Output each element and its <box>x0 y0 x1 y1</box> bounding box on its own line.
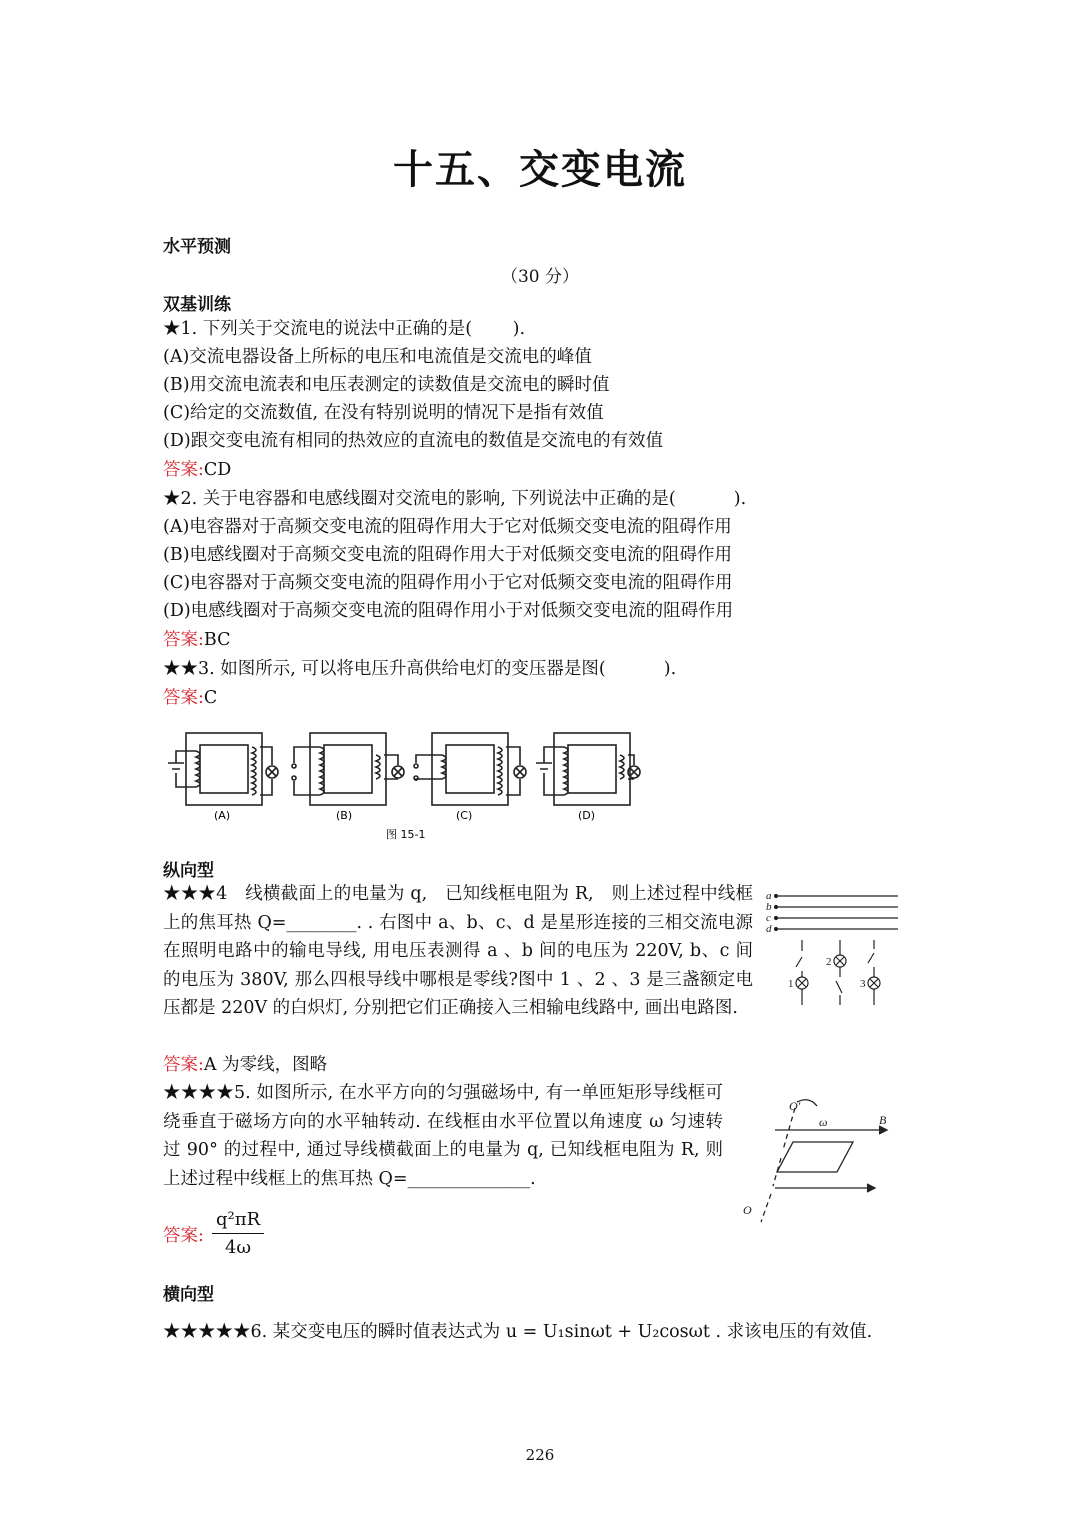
q2-option-d: (D)电感线圈对于高频交变电流的阻碍作用小于对低频交变电流的阻碍作用 <box>163 601 734 621</box>
q2-stem: ★2. 关于电容器和电感线圈对交流电的影响, 下列说法中正确的是( ). <box>163 489 747 509</box>
wire-label-c: c <box>766 912 771 924</box>
q1-answer <box>163 456 231 484</box>
label-b: B <box>879 1113 887 1127</box>
answer-value: BC <box>203 630 231 650</box>
fraction-denominator: 4ω <box>224 1237 252 1258</box>
lamp-label-3: 3 <box>860 978 866 990</box>
answer-label: 答案: <box>163 1055 204 1075</box>
answer-label: 答案: <box>163 1226 204 1246</box>
answer-label: 答案: <box>163 630 204 650</box>
answer-value: A 为零线，图略 <box>203 1055 328 1075</box>
subsection-basic: 双基训练 <box>163 295 231 315</box>
label-omega: ω <box>819 1115 828 1129</box>
q3-answer <box>163 684 217 712</box>
q1-option-a: (A)交流电器设备上所标的电压和电流值是交流电的峰值 <box>163 347 592 367</box>
q6-text: ★★★★★6. 某交变电压的瞬时值表达式为 u = U₁sinωt + U₂cosωt . 求该电压的有效值. <box>163 1322 873 1342</box>
transformer-c <box>414 733 526 805</box>
transformer-d <box>536 733 640 805</box>
label-o-top: O′ <box>789 1099 801 1113</box>
fig-label-a: (A) <box>214 809 231 822</box>
q5-answer-fraction <box>212 1209 264 1258</box>
q4-text: ★★★4 线横截面上的电量为 q, 已知线框电阻为 R, 则上述过程中线框上的焦耳热 Q=________. . 右图中 a、b、c、d 是星形连接的三相交流电源在照明电路中的输电导线, 用电压表测得 a 、b 间的电压为 220V, b、c 间的电压为 380V, 那么四根导线中哪根是零线?图中 1 、2 、3 是三盏额定电压都是 220V 的白炽灯, 分别把它们正确接入三相输电线路中, 画出电路图. <box>163 884 753 1018</box>
q3-stem: ★★3. 如图所示, 可以将电压升高供给电灯的变压器是图( ). <box>163 659 677 679</box>
wire-label-d: d <box>766 923 772 935</box>
q1-option-b: (B)用交流电流表和电压表测定的读数值是交流电的瞬时值 <box>163 375 610 395</box>
rotating-frame-figure <box>735 1090 910 1225</box>
transformer-a <box>168 733 278 805</box>
three-phase-figure <box>762 885 907 1020</box>
lamp-label-2: 2 <box>826 956 832 968</box>
answer-label: 答案: <box>163 688 204 708</box>
q4-answer <box>163 1051 327 1079</box>
q1-stem: ★1. 下列关于交流电的说法中正确的是( ). <box>163 319 526 339</box>
figure-caption: 图 15-1 <box>386 828 426 841</box>
q2-answer <box>163 626 230 654</box>
fig-label-b: (B) <box>336 809 353 822</box>
q2-option-c: (C)电容器对于高频交变电流的阻碍作用小于它对低频交变电流的阻碍作用 <box>163 573 733 593</box>
page-title: 十五、交变电流 <box>393 147 687 193</box>
subsection-horizontal: 横向型 <box>163 1285 214 1305</box>
q1-option-d: (D)跟交变电流有相同的热效应的直流电的数值是交流电的有效值 <box>163 431 664 451</box>
q2-option-b: (B)电感线圈对于高频交变电流的阻碍作用大于对低频交变电流的阻碍作用 <box>163 545 733 565</box>
score-note: （30 分） <box>500 267 580 287</box>
answer-label: 答案: <box>163 460 204 480</box>
section-heading: 水平预测 <box>163 237 231 257</box>
fraction-numerator: q²πR <box>212 1209 264 1234</box>
q2-option-a: (A)电容器对于高频交变电流的阻碍作用大于它对低频交变电流的阻碍作用 <box>163 517 732 537</box>
transformer-b <box>292 733 404 805</box>
lamp-label-1: 1 <box>788 978 794 990</box>
wire-label-b: b <box>766 901 772 913</box>
fig-label-d: (D) <box>578 809 596 822</box>
q5-text: ★★★★5. 如图所示, 在水平方向的匀强磁场中, 有一单匝矩形导线框可绕垂直于磁场方向的水平轴转动. 在线框由水平位置以角速度 ω 匀速转过 90° 的过程中, 通过导线横截面上的电量为 q, 已知线框电阻为 R, 则上述过程中线框上的焦耳热 Q=______________. <box>163 1083 723 1189</box>
label-o-bottom: O <box>743 1203 752 1217</box>
answer-value: CD <box>203 460 232 480</box>
subsection-vertical: 纵向型 <box>163 861 214 881</box>
transformer-figure <box>160 725 650 845</box>
answer-value: C <box>203 688 218 708</box>
wire-label-a: a <box>766 890 772 902</box>
q1-option-c: (C)给定的交流数值, 在没有特别说明的情况下是指有效值 <box>163 403 604 423</box>
page-number: 226 <box>525 1446 555 1464</box>
fig-label-c: (C) <box>456 809 473 822</box>
q5-answer-label <box>163 1222 204 1250</box>
